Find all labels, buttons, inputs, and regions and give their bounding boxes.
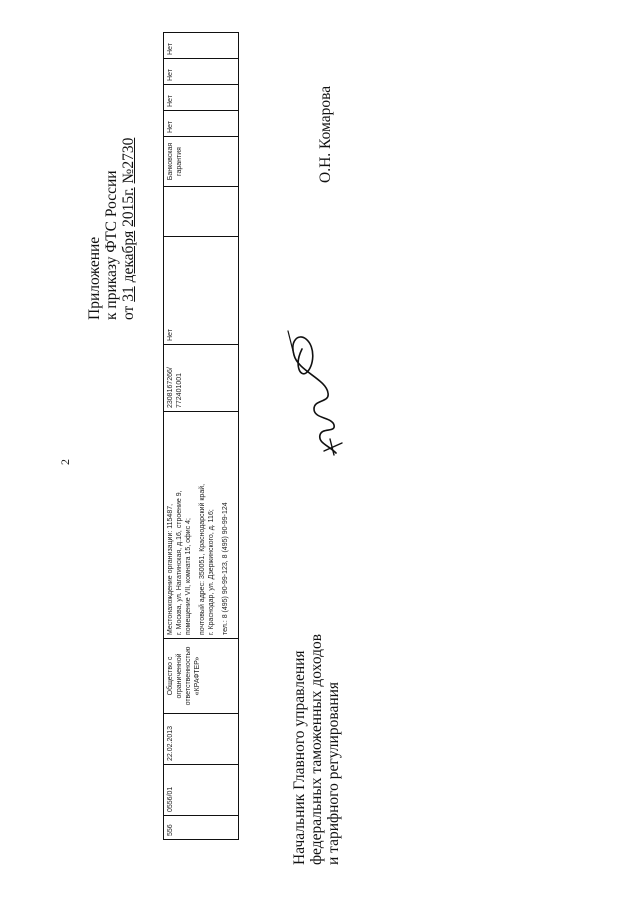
cell-org-name: Общество с ограниченной ответственностью «КРАФТЕР»	[164, 639, 239, 714]
cell-col11: Нет	[164, 85, 239, 111]
order-number: №2730	[120, 137, 137, 184]
table-row	[164, 33, 239, 840]
date-year: 2015г.	[120, 187, 137, 227]
signatory-title-line: федеральных таможенных доходов	[308, 633, 325, 865]
appendix-order-ref: к приказу ФТС России	[103, 170, 120, 320]
address-line: почтовый адрес: 350051, Краснодарский край,	[199, 483, 206, 635]
appendix-date-line	[120, 90, 137, 320]
address-line: помещение VII, комната 15, офис 4;	[185, 518, 192, 635]
signatory-title-line: и тарифного регулирования	[325, 681, 342, 865]
date-month: декабря	[120, 230, 137, 283]
date-day: 31	[120, 286, 137, 302]
address-line: Местонахождение организации: 115487,	[167, 503, 174, 635]
signer-name: О.Н. Комарова	[317, 85, 334, 183]
address-line: г. Москва, ул. Нагатинская, д.16, строение 9,	[176, 490, 183, 635]
cell-date: 22.02.2013	[164, 714, 239, 765]
cell-address	[164, 412, 239, 639]
cell-inn-kpp: 2308167266/ 772401001	[164, 345, 239, 412]
address-line: тел.: 8 (495) 90-99-123, 8 (495) 90-99-124	[222, 502, 229, 635]
date-prefix: от	[120, 305, 137, 320]
cell-col12: Нет	[164, 59, 239, 85]
handwritten-signature	[284, 327, 348, 457]
cell-row-number: 556	[164, 816, 239, 840]
cell-col7: Нет	[164, 237, 239, 345]
appendix-title: Приложение	[86, 236, 103, 320]
cell-reg-code: 0556/01	[164, 765, 239, 816]
cell-col8	[164, 187, 239, 237]
appendix-header	[86, 90, 137, 320]
cell-col10: Нет	[164, 111, 239, 137]
registry-table	[163, 32, 239, 840]
cell-guarantee: Банковская гарантия	[164, 137, 239, 187]
cell-col13: Нет	[164, 33, 239, 59]
address-line: г. Краснодар, ул. Дзержинского, д. 116;	[208, 509, 215, 635]
signatory-title-line: Начальник Главного управления	[291, 650, 308, 865]
signatory-title	[291, 634, 342, 865]
page-number: 2	[58, 459, 72, 465]
